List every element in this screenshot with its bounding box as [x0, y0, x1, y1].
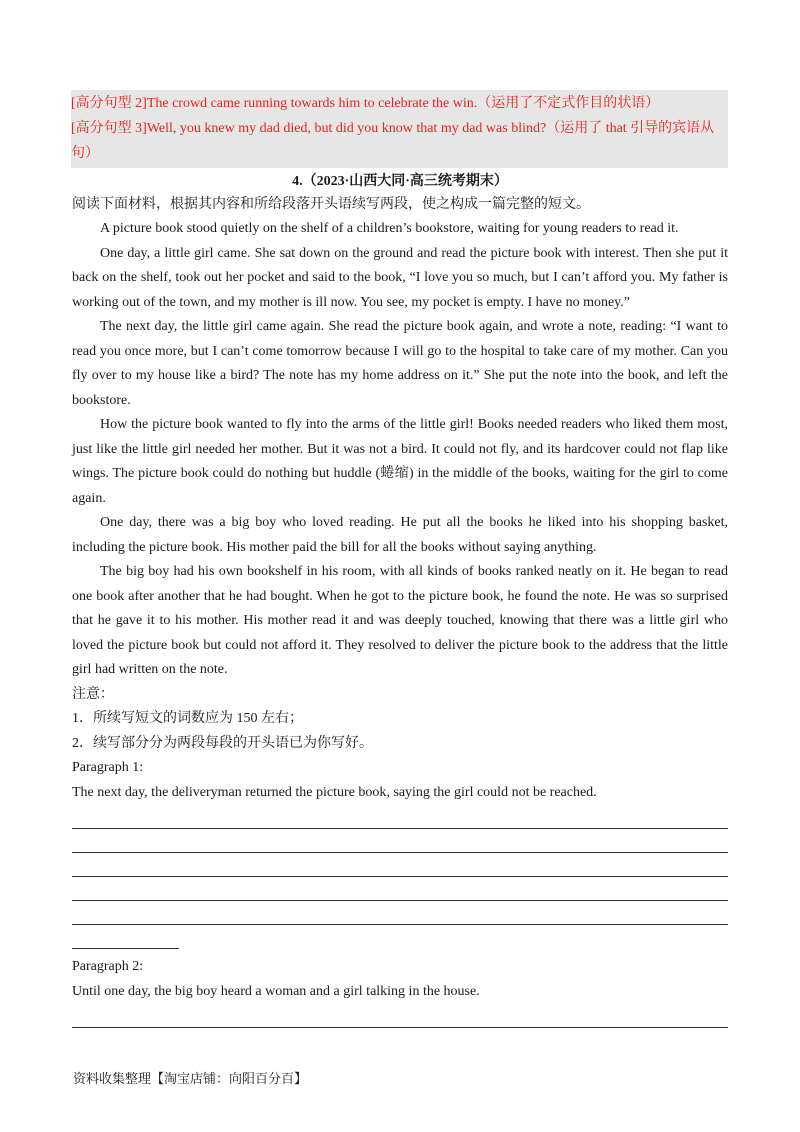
writing-line[interactable]: [72, 805, 728, 829]
story-paragraph: The next day, the little girl came again. She read the picture book again, and wrote a note, reading: “I want to read you once more, but I can’t come tomorrow because I will go to the hospital to take care of my mother. Can you fly over to my house like a bird? The note has my home address on it.” She put the note into the book, and left the bookstore.: [72, 319, 728, 408]
paragraph1-writing-lines: [72, 805, 728, 949]
story-paragraph: One day, a little girl came. She sat down on the ground and read the picture book with interest. Then she put it back on the shelf, took out her pocket and said to the book, “I love you so much, but I can’t afford you. My father is working out of the town, and my mother is ill now. You see, my pocket is empty. I have no money.”: [72, 245, 728, 310]
question-title: 4.（2023·山西大同·高三统考期末）: [292, 174, 508, 189]
notes-heading: 注意：: [72, 686, 114, 702]
paragraph1-opening: The next day, the deliveryman returned the picture book, saying the girl could not be reached.: [72, 784, 597, 800]
story-paragraph: One day, there was a big boy who loved reading. He put all the books he liked into his shopping basket, including the picture book. His mother paid the bill for all the books without saying anything.: [72, 515, 728, 555]
writing-line[interactable]: [72, 853, 728, 877]
story-passage: [72, 217, 728, 683]
writing-line[interactable]: [72, 829, 728, 853]
note-item: 1．所续写短文的词数应为 150 左右；: [72, 711, 303, 726]
story-paragraph: A picture book stood quietly on the shelf of a children’s bookstore, waiting for young readers to read it.: [100, 221, 679, 236]
writing-line-short[interactable]: [72, 925, 179, 949]
writing-line[interactable]: [72, 1004, 728, 1028]
story-paragraph: How the picture book wanted to fly into the arms of the little girl! Books needed readers who liked them most, just like the little girl needed her mother. But it was not a bird. It could not fly, and its hardcover could not flap like wings. The picture book could do nothing but huddle (蜷缩) in the middle of the books, waiting for the girl to come again.: [72, 417, 728, 506]
model-sentence-3: [高分句型 3]Well, you knew my dad died, but did you know that my dad was blind?（运用了 that 引导的宾语从句）: [71, 121, 715, 161]
paragraph1-label: Paragraph 1:: [72, 760, 144, 775]
paragraph2-writing-lines: [72, 1004, 728, 1028]
model-sentence-2: [高分句型 2]The crowd came running towards him to celebrate the win.（运用了不定式作目的状语）: [71, 96, 660, 111]
story-paragraph: The big boy had his own bookshelf in his room, with all kinds of books ranked neatly on it. He began to read one book after another that he had bought. When he got to the picture book, he found the note. He was so surprised that he gave it to his mother. His mother read it and was deeply touched, knowing that there was a little girl who loved the picture book but could not afford it. They resolved to deliver the picture book to the address that the little girl had written on the note.: [72, 564, 728, 677]
question-instruction: 阅读下面材料，根据其内容和所给段落开头语续写两段，使之构成一篇完整的短文。: [72, 197, 590, 212]
paragraph2-opening: Until one day, the big boy heard a woman and a girl talking in the house.: [72, 983, 480, 999]
page-footer: 资料收集整理【淘宝店铺：向阳百分百】: [73, 1071, 308, 1086]
writing-line[interactable]: [72, 901, 728, 925]
paragraph2-label: Paragraph 2:: [72, 959, 144, 974]
note-item: 2．续写部分分为两段每段的开头语已为你写好。: [72, 735, 373, 751]
writing-line[interactable]: [72, 877, 728, 901]
worksheet-page: [72, 90, 728, 1028]
model-sentences-box: [71, 90, 728, 168]
